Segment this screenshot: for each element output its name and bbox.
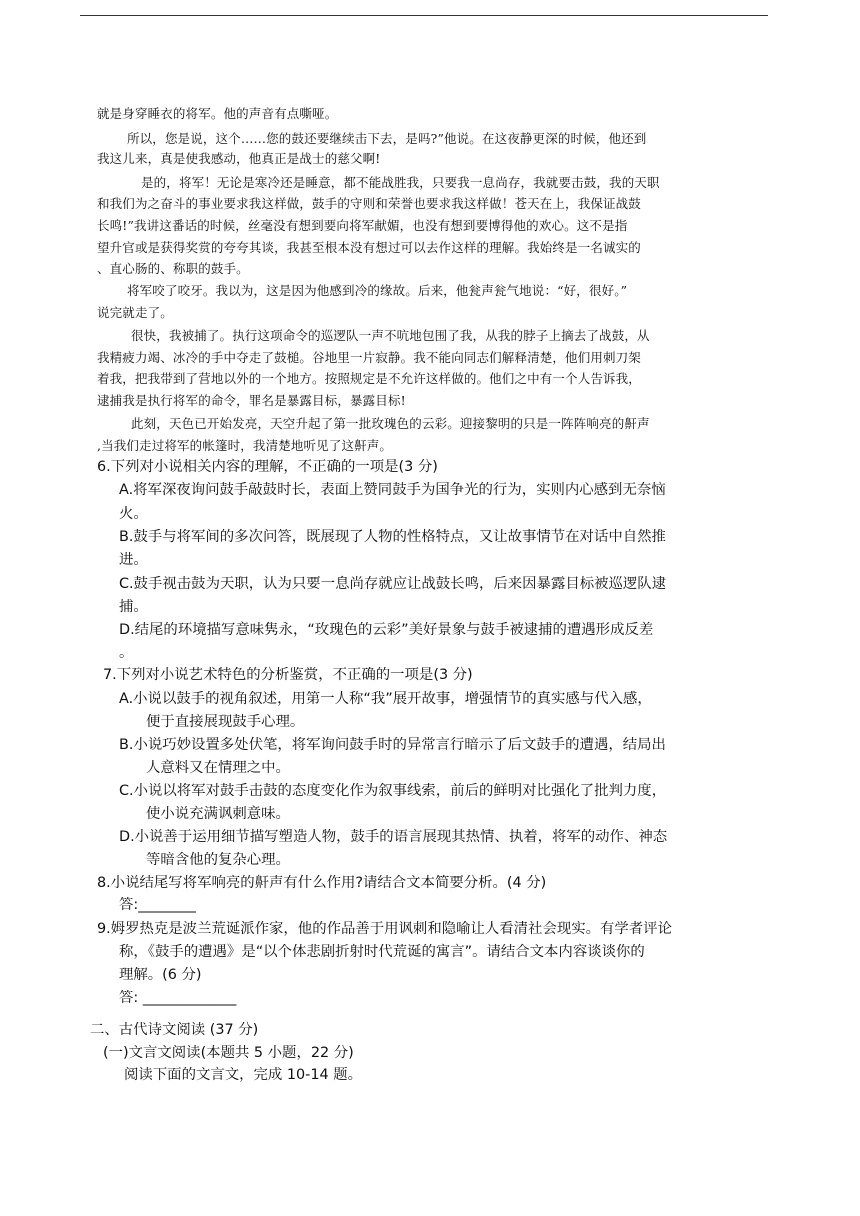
story-line: 是的，将军！无论是寒冷还是睡意，都不能战胜我，只要我一息尚存，我就要击鼓，我的天职 <box>141 175 660 190</box>
question-6-option-d: D.结尾的环境描写意味隽永，“玫瑰色的云彩”美好景象与鼓手被逮捕的遭遇形成反差 <box>119 622 654 638</box>
question-6-option-c: C.鼓手视击鼓为天职，认为只要一息尚存就应让战鼓长鸣，后来因暴露目标被巡逻队逮 <box>119 576 667 592</box>
story-line: 说完就走了。 <box>97 305 173 320</box>
story-line: 很快，我被捕了。执行这项命令的巡逻队一声不吭地包围了我，从我的脖子上摘去了战鼓，从 <box>131 328 650 343</box>
question-6-option-a: 火。 <box>119 506 148 522</box>
story-line: 和我们为之奋斗的事业要求我这样做，鼓手的守则和荣誉也要求我这样做！苍天在上，我保证战鼓 <box>97 196 641 211</box>
story-line: 、直心肠的、称职的鼓手。 <box>97 261 249 276</box>
question-8-stem: 8.小说结尾写将军响亮的鼾声有什么作用?请结合文本简要分析。(4 分) <box>97 875 547 891</box>
subsection-heading: (一)文言文阅读(本题共 5 小题，22 分) <box>103 1045 354 1061</box>
header-rule <box>80 15 768 16</box>
question-9-answer: 答: _____________ <box>119 990 237 1006</box>
question-7-stem: 7.下列对小说艺术特色的分析鉴赏，不正确的一项是(3 分) <box>103 667 473 683</box>
story-line: 我精疲力竭、冰冷的手中夺走了鼓槌。谷地里一片寂静。我不能向同志们解释清楚，他们用刺刀架 <box>97 350 641 365</box>
story-line: 将军咬了咬牙。我以为，这是因为他感到冷的缘故。后来，他瓮声瓮气地说：“好，很好。” <box>127 283 628 298</box>
story-line: 此刻，天色已开始发亮，天空升起了第一批玫瑰色的云彩。迎接黎明的只是一阵阵响亮的鼾声 <box>131 416 650 431</box>
story-line: 着我，把我带到了营地以外的一个地方。按照规定是不允许这样做的。他们之中有一个人告诉我， <box>97 371 641 386</box>
question-9-stem: 理解。(6 分) <box>119 967 202 983</box>
question-6-option-c: 捕。 <box>119 599 148 615</box>
question-7-option-a: A.小说以鼓手的视角叙述，用第一人称“我”展开故事，增强情节的真实感与代入感， <box>119 691 652 707</box>
question-9-stem: 9.姆罗热克是波兰荒诞派作家，他的作品善于用讽刺和隐喻让人看清社会现实。有学者评论 <box>97 921 672 937</box>
question-7-option-d: 等暗含他的复杂心理。 <box>146 852 290 868</box>
story-line: ,当我们走过将军的帐篷时，我清楚地听见了这鼾声。 <box>97 438 393 453</box>
question-7-option-b: 人意料又在情理之中。 <box>146 760 290 776</box>
question-7-option-b: B.小说巧妙设置多处伏笔，将军询问鼓手时的异常言行暗示了后文鼓手的遭遇，结局出 <box>119 737 666 753</box>
question-6-option-b: B.鼓手与将军间的多次问答，既展现了人物的性格特点，又让故事情节在对话中自然推 <box>119 529 666 545</box>
question-6-option-d: 。 <box>119 645 134 661</box>
question-6-option-b: 进。 <box>119 552 148 568</box>
story-line: 就是身穿睡衣的将军。他的声音有点嘶哑。 <box>97 106 338 121</box>
story-line: 所以，您是说，这个……您的鼓还要继续击下去，是吗?”他说。在这夜静更深的时候，他还到 <box>127 131 647 146</box>
question-8-answer: 答:________ <box>119 897 196 913</box>
section-heading: 二、古代诗文阅读 (37 分) <box>90 1022 259 1038</box>
question-7-option-c: C.小说以将军对鼓手击鼓的态度变化作为叙事线索，前后的鲜明对比强化了批判力度， <box>119 783 667 799</box>
question-7-option-a: 便于直接展现鼓手心理。 <box>146 714 305 730</box>
question-7-option-d: D.小说善于运用细节描写塑造人物，鼓手的语言展现其热情、执着，将军的动作、神态 <box>119 829 668 845</box>
story-line: 逮捕我是执行将军的命令，罪名是暴露目标，暴露目标! <box>97 393 406 408</box>
question-9-stem: 称，《鼓手的遭遇》是“以个体悲剧折射时代荒诞的寓言”。请结合文本内容谈谈你的 <box>119 944 645 960</box>
question-6-option-a: A.将军深夜询问鼓手敲鼓时长，表面上赞同鼓手为国争光的行为，实则内心感到无奈恼 <box>119 482 666 498</box>
story-line: 望升官或是获得奖赏的夸夸其谈，我甚至根本没有想过可以去作这样的理解。我始终是一名诚实的 <box>97 240 641 255</box>
story-line: 我这儿来，真是使我感动，他真正是战士的慈父啊! <box>97 151 381 166</box>
section-instruction: 阅读下面的文言文，完成 10-14 题。 <box>124 1067 363 1083</box>
question-6-stem: 6.下列对小说相关内容的理解，不正确的一项是(3 分) <box>97 459 438 475</box>
story-line: 长鸣!”我讲这番话的时候，丝毫没有想到要向将军献媚，也没有想到要博得他的欢心。这不是指 <box>97 218 628 233</box>
question-7-option-c: 使小说充满讽刺意味。 <box>146 806 290 822</box>
